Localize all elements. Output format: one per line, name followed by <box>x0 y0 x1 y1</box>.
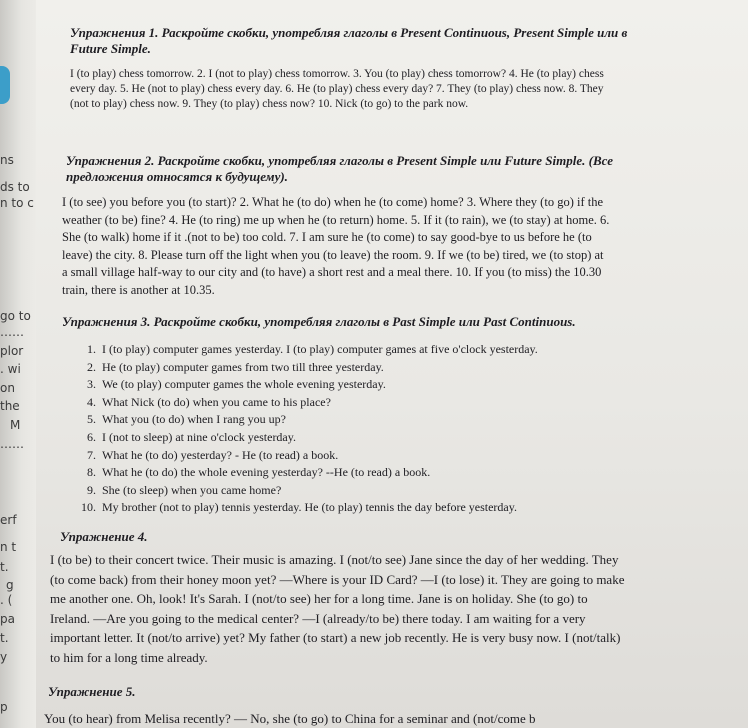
margin-fragment: p <box>0 700 8 714</box>
margin-fragment: on <box>0 381 15 395</box>
margin-fragment: ns <box>0 153 14 167</box>
margin-fragment: …… <box>0 437 24 451</box>
list-item: 10. My brother (not to play) tennis yesterday. He (to play) tennis the day before yesterday. <box>81 500 517 515</box>
margin-fragment: plor <box>0 344 24 358</box>
margin-fragment: ds to <box>0 180 30 194</box>
margin-fragment: the <box>0 399 20 413</box>
margin-fragment: g <box>6 578 14 592</box>
exercise-4-title: Упражнение 4. <box>60 529 148 544</box>
margin-fragment: go to <box>0 309 31 323</box>
list-item: 6. I (not to sleep) at nine o'clock yesterday. <box>87 429 296 444</box>
list-item: 3. We (to play) computer games the whole evening yesterday. <box>87 377 386 392</box>
margin-fragment: t. <box>0 631 9 645</box>
margin-fragment: t. <box>0 560 9 574</box>
margin-fragment: . wi <box>0 362 21 376</box>
list-item: 7. What he (to do) yesterday? - He (to read) a book. <box>87 447 339 462</box>
exercise-3-list <box>80 341 538 517</box>
exercise-5-text: You (to hear) from Melisa recently? — No, she (to go) to China for a seminar and (not/come b <box>44 711 536 726</box>
margin-fragment: n t <box>0 540 17 554</box>
exercise-4-text: I (to be) to their concert twice. Their music is amazing. I (not/to see) Jane since the day of her wedding. They (to come back) from their honey moon yet? —Where is your ID Card? —I (to lose) it. They are going to make me another one. Oh, look! It's Sarah. I (not/to see) her for a long time. Jane is on holiday. She (to go) to Ireland. —Are you going to the medical center? —I (already/to be) there today. I am waiting for a very important letter. It (not/to arrive) yet? My father (to start) a new job recently. He is very busy now. I (not/talk) to him for a long time already. <box>50 552 625 665</box>
exercise-3-title: Упражнения 3. Раскройте скобки, употребляя глаголы в Past Simple или Past Continuous. <box>62 314 576 329</box>
exercise-1-title: Упражнения 1. Раскройте скобки, употребляя глаголы в Present Continuous, Present Simple или в Future Simple. <box>70 25 628 56</box>
blue-tab-marker <box>0 66 10 104</box>
exercise-5-title: Упражнение 5. <box>48 684 136 699</box>
list-item: 1. I (to play) computer games yesterday. I (to play) computer games at five o'clock yesterday. <box>87 342 538 356</box>
exercise-2-text: I (to see) you before you (to start)? 2. What he (to do) when he (to come) home? 3. Where they (to go) if the weather (to be) fine? 4. He (to ring) me up when he (to return) home. 5. If it (to rain), we (to stay) at home. 6. She (to walk) home if it .(not to be) too cold. 7. I am sure he (to come) to say good-bye to us before he (to leave) the city. 8. Please turn off the light when you (to leave) the room. 9. If we (to be) tired, we (to stop) at a small village half-way to our city and (to have) a short rest and a meal there. 10. If you (to miss) the 10.30 train, there is another at 10.35. <box>62 195 610 297</box>
margin-fragment: M <box>10 418 21 432</box>
margin-fragment: y <box>0 650 8 664</box>
margin-fragment: n to c <box>0 196 34 210</box>
margin-fragment: …… <box>0 325 24 339</box>
adjacent-page-edge <box>0 0 36 728</box>
exercise-2-title: Упражнения 2. Раскройте скобки, употребляя глаголы в Present Simple или Future Simple. (Все предложения относятся к будущему). <box>66 153 613 184</box>
list-item: 4. What Nick (to do) when you came to his place? <box>87 394 331 409</box>
margin-fragment: erf <box>0 513 17 527</box>
list-item: 5. What you (to do) when I rang you up? <box>87 412 286 427</box>
list-item: 2. He (to play) computer games from two till three yesterday. <box>87 359 384 374</box>
margin-fragment: . ( <box>0 593 13 607</box>
exercise-1-text: I (to play) chess tomorrow. 2. I (not to play) chess tomorrow. 3. You (to play) chess tomorrow? 4. He (to play) chess every day. 5. He (not to play) chess every day. 6. He (to play) chess every day? 7. They (to play) chess now. 8. They (not to play) chess now. 9. They (to play) chess now? 10. Nick (to go) to the park now. <box>70 68 604 110</box>
margin-fragment: pa <box>0 612 15 626</box>
list-item: 9. She (to sleep) when you came home? <box>87 482 282 497</box>
list-item: 8. What he (to do) the whole evening yesterday? --He (to read) a book. <box>87 465 431 480</box>
worksheet-page <box>36 0 748 728</box>
